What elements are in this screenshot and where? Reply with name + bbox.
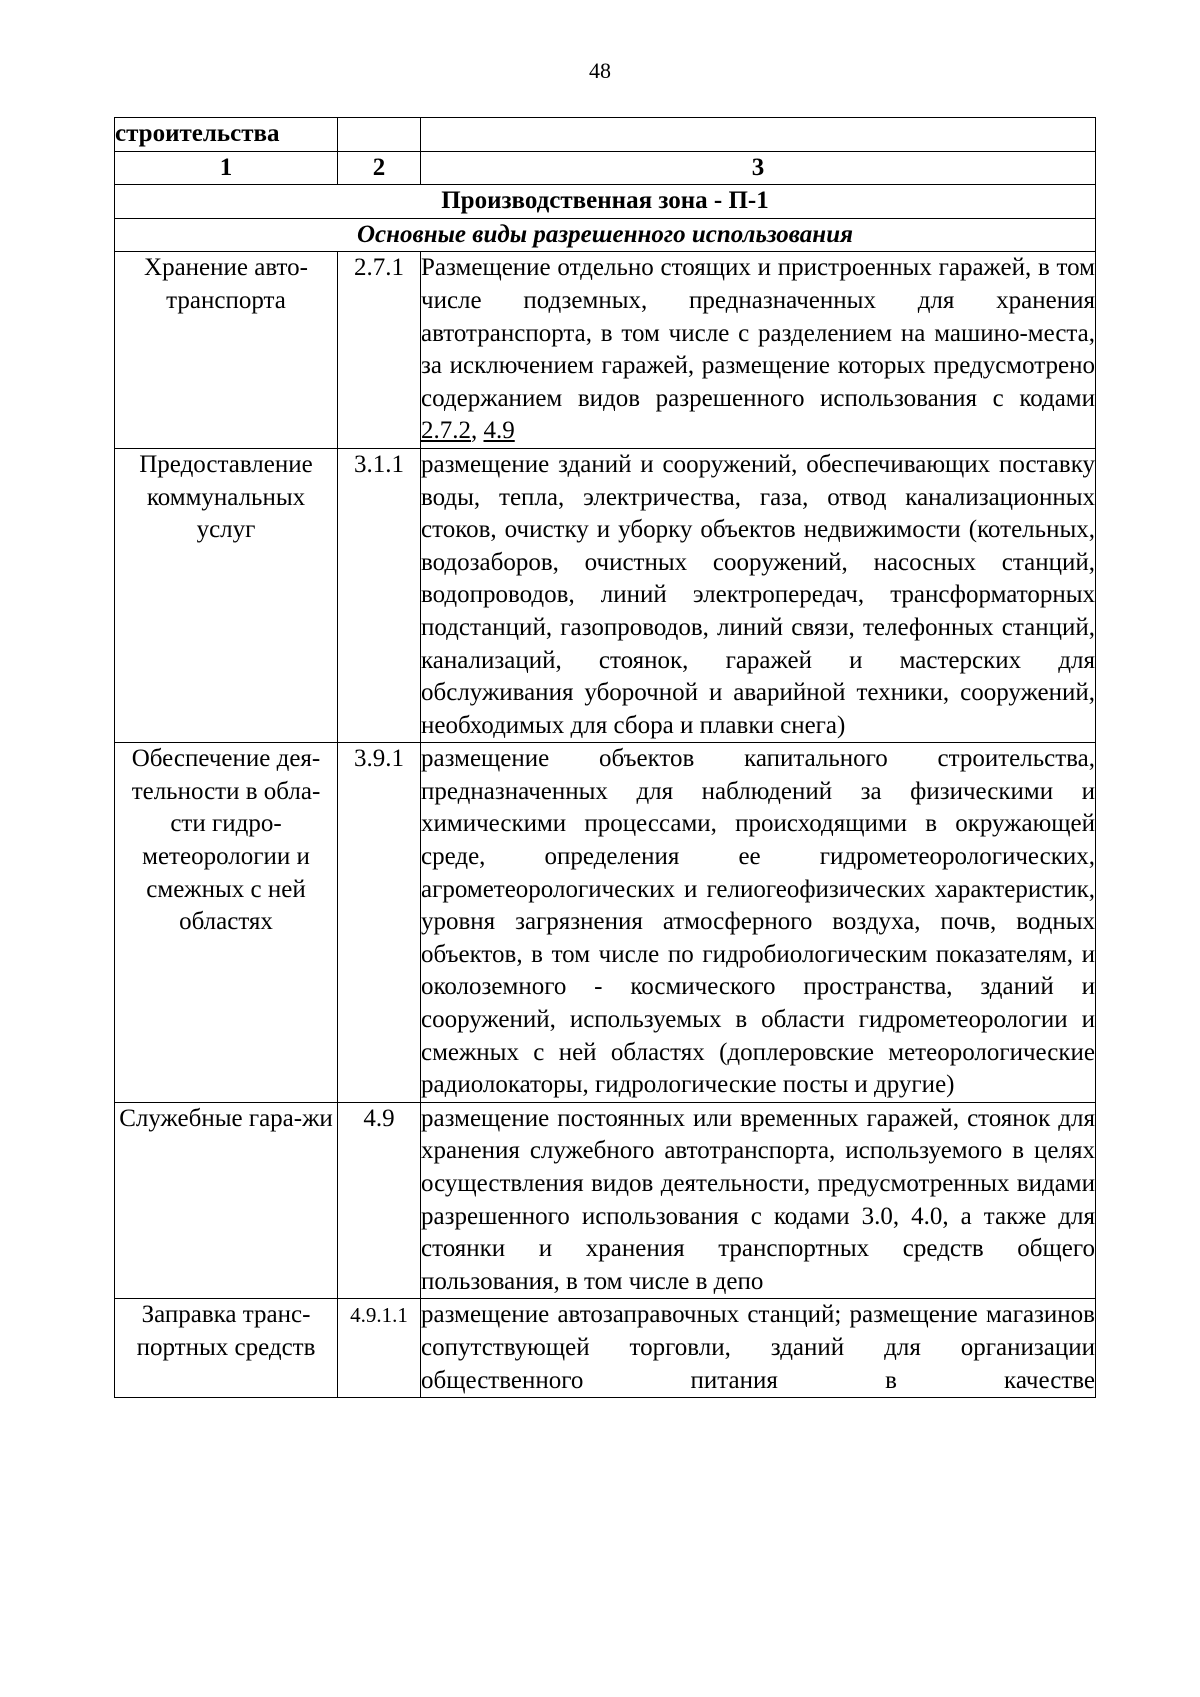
use-code-cell: 4.9.1.1 (338, 1299, 421, 1398)
section-title: Основные виды разрешенного использования (115, 218, 1096, 252)
use-name-cell: Заправка транс-портных средств (115, 1299, 338, 1398)
section-title-row (115, 218, 1096, 252)
column-number-cell: 1 (115, 151, 338, 185)
table-row (115, 1102, 1096, 1299)
header-empty-cell (421, 118, 1096, 152)
table-row (115, 252, 1096, 449)
code-link[interactable]: 2.7.2 (421, 417, 471, 445)
description-separator: , (471, 417, 484, 445)
use-code-cell: 4.9 (338, 1102, 421, 1299)
use-name-cell: Хранение авто-транспорта (115, 252, 338, 449)
use-code-cell: 3.9.1 (338, 743, 421, 1103)
use-description-cell (421, 252, 1096, 449)
use-name-cell: Предоставление коммунальных услуг (115, 448, 338, 742)
table-row (115, 448, 1096, 742)
use-description-cell: размещение автозаправочных станций; размещение магазинов сопутствующей торговли, зданий для организации общественного питания в качестве (421, 1299, 1096, 1398)
column-number-cell: 2 (338, 151, 421, 185)
zone-title: Производственная зона - П-1 (115, 185, 1096, 219)
zone-title-row (115, 185, 1096, 219)
use-description-cell: размещение зданий и сооружений, обеспечивающих поставку воды, тепла, электричества, газа, отвод канализационных стоков, очистку и уборку объектов недвижимости (котельных, водозаборов, очистных сооружений, насосных станций, водопроводов, линий электропередач, трансформаторных подстанций, газопроводов, линий связи, телефонных станций, канализаций, стоянок, гаражей и мастерских для обслуживания уборочной и аварийной техники, сооружений, необходимых для сбора и плавки снега) (421, 448, 1096, 742)
description-text: Размещение отдельно стоящих и пристроенных гаражей, в том числе подземных, предназначенных для хранения автотранспорта, в том числе с разделением на машино-места, за исключением гаражей, размещение которых предусмотрено содержанием видов разрешенного использования с кодами (421, 254, 1095, 412)
header-continuation-row (115, 118, 1096, 152)
column-number-cell: 3 (421, 151, 1096, 185)
use-name-cell: Служебные гара-жи (115, 1102, 338, 1299)
page-number: 48 (589, 58, 611, 83)
use-code-cell: 3.1.1 (338, 448, 421, 742)
code-link[interactable]: 4.9 (483, 417, 515, 445)
use-code-cell: 2.7.1 (338, 252, 421, 449)
use-name-cell: Обеспечение дея-тельности в обла-сти гидро-метеорологии и смежных с ней областях (115, 743, 338, 1103)
table-row (115, 1299, 1096, 1398)
table-row (115, 743, 1096, 1103)
column-number-row (115, 151, 1096, 185)
use-description-cell: размещение постоянных или временных гаражей, стоянок для хранения служебного автотранспорта, используемого в целях осуществления видов деятельности, предусмотренных видами разрешенного использования с кодами 3.0, 4.0, а также для стоянки и хранения транспортных средств общего пользования, в том числе в депо (421, 1102, 1096, 1299)
land-use-table (114, 117, 1096, 1398)
use-description-cell: размещение объектов капитального строительства, предназначенных для наблюдений за физическими и химическими процессами, происходящими в окружающей среде, определения ее гидрометеорологических, агрометеорологических и гелиогеофизических характеристик, уровня загрязнения атмосферного воздуха, почв, водных объектов, в том числе по гидробиологическим показателям, и околоземного - космического пространства, зданий и сооружений, используемых в области гидрометеорологии и смежных с ней областях (доплеровские метеорологические радиолокаторы, гидрологические посты и другие) (421, 743, 1096, 1103)
header-empty-cell (338, 118, 421, 152)
header-continuation-cell: строительства (115, 118, 338, 152)
